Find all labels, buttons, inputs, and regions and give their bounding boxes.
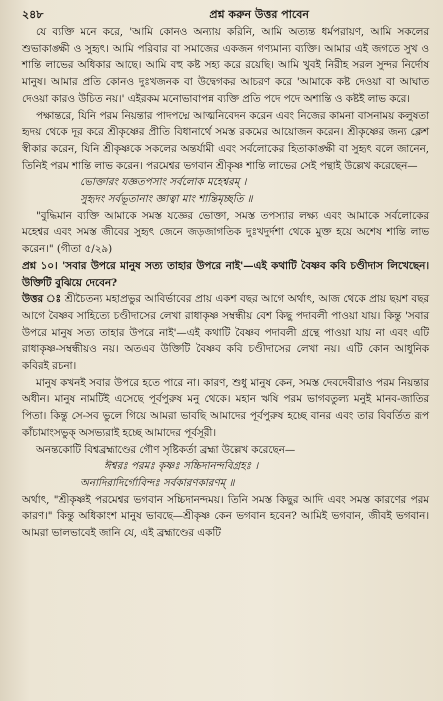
verse-1-line-2: সুহৃদং সর্বভূতানাং জ্ঞাত্বা মাং শান্তিমৃচ্ছতি ॥ [80,193,253,206]
paragraph-7: অর্থাৎ, "শ্রীকৃষ্ণই পরমেশ্বর ভগবান সচ্চিদানন্দময়। তিনি সমস্ত কিছুর আদি এবং সমস্ত কারণের পরম কারণ।" কিন্তু অধিকাংশ মানুষ ভাবছে—শ্রীকৃষ্ণ কেন ভগবান হবেন? আমিই ভগবান, জীবই ভগবান। আমরা ভালভাবেই জানি যে, এই ব্রহ্মাণ্ডের একটি [22,493,429,540]
running-title: প্রশ্ন করুন উত্তর পাবেন [209,8,309,21]
verse-1-line-1: ভোক্তারং যজ্ঞতপসাং সর্বলোক মহেশ্বরম্ । [80,176,247,189]
paragraph-2: পক্ষান্তরে, যিনি পরম নিয়ন্তার পাদপদ্মে আত্মনিবেদন করেন এবং নিজের কামনা বাসনাময় কলুষতা হৃদয় থেকে দূর করে শ্রীকৃষ্ণের প্রীতি বিধানার্থে সমস্ত রকমের আয়োজন করেন। শ্রীকৃষ্ণের জন্য ক্লেশ স্বীকার করেন, যিনি শ্রীকৃষ্ণকে সকলের অন্তর্যামী এবং সর্বলোকের হিতাকাঙ্ক্ষী বা সুহৃৎ বলে জানেন, তিনিই পরম শান্তি লাভ করেন। পরমেশ্বর ভগবান শ্রীকৃষ্ণ শান্তি লাভের সেই পন্থাই উল্লেখ করেছেন— [22,109,429,172]
paragraph-4: শ্রীচৈতন্য মহাপ্রভুর আবির্ভাবের প্রায় একশ বছর আগে অর্থাৎ, আজ থেকে প্রায় ছয়শ বছর আগে বৈষ্ণব সাহিত্যে চণ্ডীদাসের লেখা রাধাকৃষ্ণ সম্বন্ধীয় বেশ কিছু পদাবলী পাওয়া যায়। কিন্তু 'সবার উপরে মানুষ সত্য তাহার উপরে নাই'—এই কথাটি বৈষ্ণব পদাবলী গ্রন্থে পাওয়া যায় না এবং এটি রাধাকৃষ্ণ-সম্বন্ধীয়ও নয়। অতএব উক্তিটি বৈষ্ণব কবি চণ্ডীদাসের লেখা নয়। এটি কোন আধুনিক কবিরই রচনা। [22,293,429,373]
page-header [22,6,429,24]
answer-label: উত্তর ঃ [22,293,62,306]
page-number: ২৪৮ [22,8,44,21]
verse-2-line-2: অনাদিরাদির্গোবিন্দঃ সর্বকারণকারণম্ ॥ [80,476,235,489]
answer-paragraph [22,291,429,375]
paragraph-1: যে ব্যক্তি মনে করে, 'আমি কোনও অন্যায় করিনি, আমি অত্যন্ত ধর্মপরায়ণ, আমি সকলের শুভাকাঙ্ক্ষী ও সুহৃৎ। আমি পরিবার বা সমাজের একজন গণ্যমান্য ব্যক্তি। আমার এই জগতে সুখ ও শান্তি লাভের অধিকার আছে। আমি বহু কষ্ট সহ্য করে রয়েছি। আমি খুবই নিরীহ সরল সুন্দর নির্দোষ মানুষ। আমার প্রতি কোনও দুঃখজনক বা উদ্বেগকর আচরণ করে 'আমাকে কষ্ট দেওয়া বা আঘাত দেওয়া কারও উচিত নয়।' এইরকম মনোভাবাপন্ন ব্যক্তি প্রতি পদে পদে অশান্তি ও কষ্টই লাভ করে। [22,26,429,105]
verse-2-line-1: ঈশ্বরঃ পরমঃ কৃষ্ণঃ সচ্চিদানন্দবিগ্রহঃ । [104,460,259,473]
paragraph-6: অনন্তকোটি বিশ্বব্রহ্মাণ্ডের গৌণ সৃষ্টিকর্তা ব্রহ্মা উল্লেখ করেছেন— [36,443,296,456]
paragraph-3: "বুদ্ধিমান ব্যক্তি আমাকে সমস্ত যজ্ঞের ভোক্তা, সমস্ত তপস্যার লক্ষ্য এবং আমাকে সর্বলোকের মহেশ্বর এবং সমস্ত জীবের সুহৃৎ জেনে জড়জাগতিক দুঃখদুর্দশা থেকে মুক্ত হয়ে অশেষ শান্তি লাভ করেন।" (গীতা ৫/২৯) [22,209,429,256]
page-body [22,24,429,542]
question-10: প্রশ্ন ১০। 'সবার উপরে মানুষ সত্য তাহার উপরে নাই'—এই কথাটি বৈষ্ণব কবি চণ্ডীদাস লিখেছেন। উক্তিটি বুঝিয়ে দেবেন? [22,259,429,289]
paragraph-5: মানুষ কখনই সবার উপরে হতে পারে না। কারণ, শুধু মানুষ কেন, সমস্ত দেবদেবীরাও পরম নিয়ন্তার অধীন। মানুষ নামটিই এসেছে পূর্বপুরুষ মনু থেকে। মহান ঋষি পরম ভাগবতুল্য মনুই মানব-জাতির পিতা। কিন্তু সে-সব ভুলে গিয়ে আমরা ভাবছি আমাদের পূর্বপুরুষ হচ্ছে বানর এবং তার বিবর্তিত রূপ কাঁচামাংসভুক্ অসভ্যরাই হচ্ছে আমাদের পূর্বসূরী। [22,376,429,439]
